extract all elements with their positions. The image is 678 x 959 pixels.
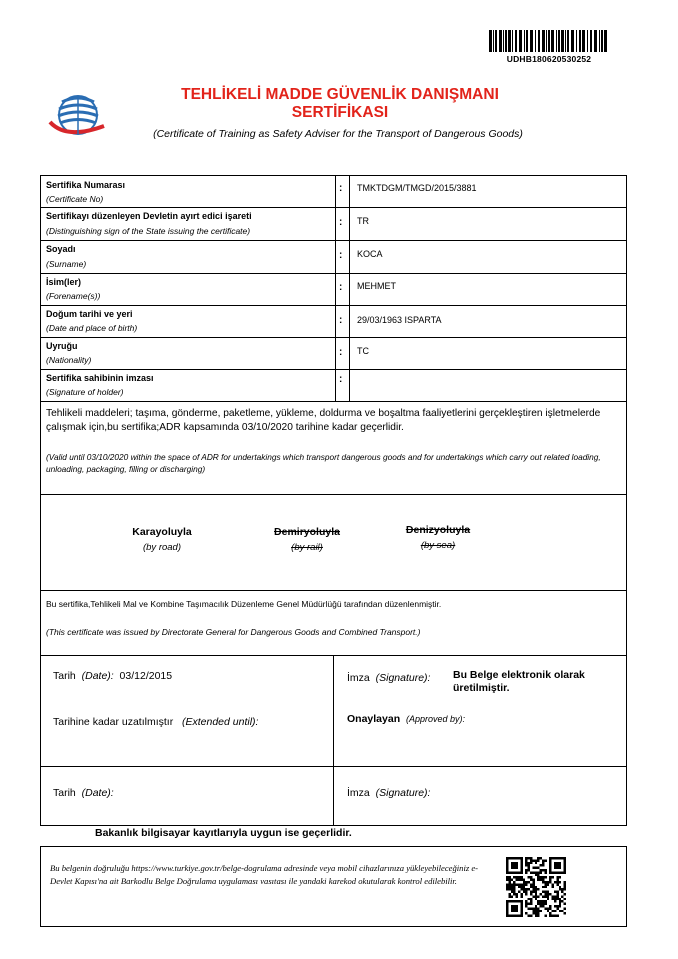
row-divider (40, 305, 627, 306)
ministry-logo-icon (48, 92, 112, 138)
surname-value: KOCA (357, 249, 383, 259)
signature-label: İmza (347, 672, 370, 684)
signature2-field (347, 787, 430, 799)
field-column-divider (335, 175, 336, 401)
issued-by-text-tr: Bu sertifika,Tehlikeli Mal ve Kombine Taşımacılık Düzenleme Genel Müdürlüğü tarafından düzenlenmiştir. (46, 599, 442, 609)
field-label: Sertifika sahibinin imzası (46, 373, 154, 383)
qr-code-icon (506, 857, 566, 917)
mode-rail-label-en: (by rail) (291, 542, 323, 553)
field-colon: : (339, 374, 343, 385)
field-label-en: (Surname) (46, 259, 87, 269)
row-divider (40, 273, 627, 274)
field-label-en: (Forename(s)) (46, 291, 101, 301)
field-label: Sertifikayı düzenleyen Devletin ayırt edici işareti (46, 211, 252, 221)
validity-footer-note: Bakanlık bilgisayar kayıtlarıyla uygun ise geçerlidir. (95, 827, 352, 839)
signature-column-divider (333, 655, 334, 826)
field-label: Soyadı (46, 244, 76, 254)
field-column-divider (349, 175, 350, 401)
validity-text-en: (Valid until 03/10/2020 within the space of ADR for undertakings which transport dangerous goods and for undertakings which carry out related loading, unloading, packaging, filling or discharging) (46, 452, 601, 474)
birth-date-place-value: 29/03/1963 ISPARTA (357, 315, 442, 325)
approved-by-field (347, 713, 465, 725)
certificate-subtitle: (Certificate of Training as Safety Adviser for the Transport of Dangerous Goods) (153, 128, 523, 140)
date2-label-en: (Date): (81, 787, 114, 799)
field-colon: : (339, 347, 343, 358)
field-label: Doğum tarihi ve yeri (46, 309, 133, 319)
validity-text-tr: Tehlikeli maddeleri; taşıma, gönderme, paketleme, yükleme, doldurma ve boşaltma faaliyetlerini gerçekleştiren işletmelerde çalışmak için,bu sertifika;ADR kapsamında 03/10/2020 tarihine kadar geçerlidir. (46, 408, 601, 433)
field-label: Sertifika Numarası (46, 180, 126, 190)
barcode-image (489, 30, 607, 52)
signature2-label: İmza (347, 787, 370, 799)
field-colon: : (339, 217, 343, 228)
row-divider (40, 240, 627, 241)
mode-sea (383, 524, 493, 551)
field-label-en: (Distinguishing sign of the State issuing the certificate) (46, 226, 251, 236)
date2-field (53, 787, 114, 799)
row-divider (40, 207, 627, 208)
field-label-en: (Date and place of birth) (46, 323, 138, 333)
mode-road-label: Karayoluyla (132, 526, 192, 538)
barcode-number: UDHB180620530252 (506, 54, 592, 64)
mode-rail-label: Demiryoluyla (274, 526, 340, 538)
nationality-value: TC (357, 346, 369, 356)
mode-road-label-en: (by road) (142, 542, 181, 553)
verification-text: Bu belgenin doğruluğu https://www.turkiye.gov.tr/belge-dogrulama adresinde veya mobil cihazlarınıza yükleyebileceğiniz e-Devlet Kapısı'na ait Barkodlu Belge Doğrulama uygulaması vasıtası ile yandaki karekod okutularak kontrol edilebilir. (50, 863, 479, 886)
signature2-label-en: (Signature): (375, 787, 431, 799)
mode-road (107, 526, 217, 553)
extended-label-en: (Extended until): (181, 716, 259, 728)
row-divider (40, 494, 627, 495)
date-value: 03/12/2015 (119, 670, 173, 682)
extended-label: Tarihine kadar uzatılmıştır (53, 716, 174, 728)
field-colon: : (339, 250, 343, 261)
row-divider (40, 401, 627, 402)
field-label-en: (Nationality) (46, 355, 92, 365)
field-label-en: (Certificate No) (46, 194, 104, 204)
row-divider (40, 590, 627, 591)
signature-field (347, 672, 430, 684)
date-field (53, 670, 172, 682)
date-label: Tarih (53, 670, 76, 682)
forename-value: MEHMET (357, 281, 396, 291)
field-label: Uyruğu (46, 341, 78, 351)
issuing-state-value: TR (357, 216, 369, 226)
field-colon: : (339, 183, 343, 194)
certificate-title: TEHLİKELİ MADDE GÜVENLİK DANIŞMANI (181, 86, 499, 103)
signature-label-en: (Signature): (375, 672, 431, 684)
field-label: İsim(ler) (46, 277, 82, 287)
certificate-title-line2: SERTİFİKASI (291, 104, 389, 121)
extended-until-field (53, 716, 258, 728)
electronic-signature-note: Bu Belge elektronik olarak üretilmiştir. (453, 669, 585, 694)
approved-label-en: (Approved by): (405, 714, 465, 724)
mode-sea-label-en: (by sea) (420, 540, 456, 551)
issued-by-text-en: (This certificate was issued by Directorate General for Dangerous Goods and Combined Transport.) (46, 627, 421, 637)
mode-sea-label: Denizyoluyla (405, 524, 471, 536)
row-divider (40, 337, 627, 338)
field-colon: : (339, 315, 343, 326)
mode-rail (252, 526, 362, 553)
approved-label: Onaylayan (347, 713, 401, 725)
row-divider (40, 369, 627, 370)
field-colon: : (339, 282, 343, 293)
date-label-en: (Date): (81, 670, 114, 682)
certificate-number-value: TMKTDGM/TMGD/2015/3881 (357, 183, 477, 193)
field-label-en: (Signature of holder) (46, 387, 124, 397)
date2-label: Tarih (53, 787, 76, 799)
